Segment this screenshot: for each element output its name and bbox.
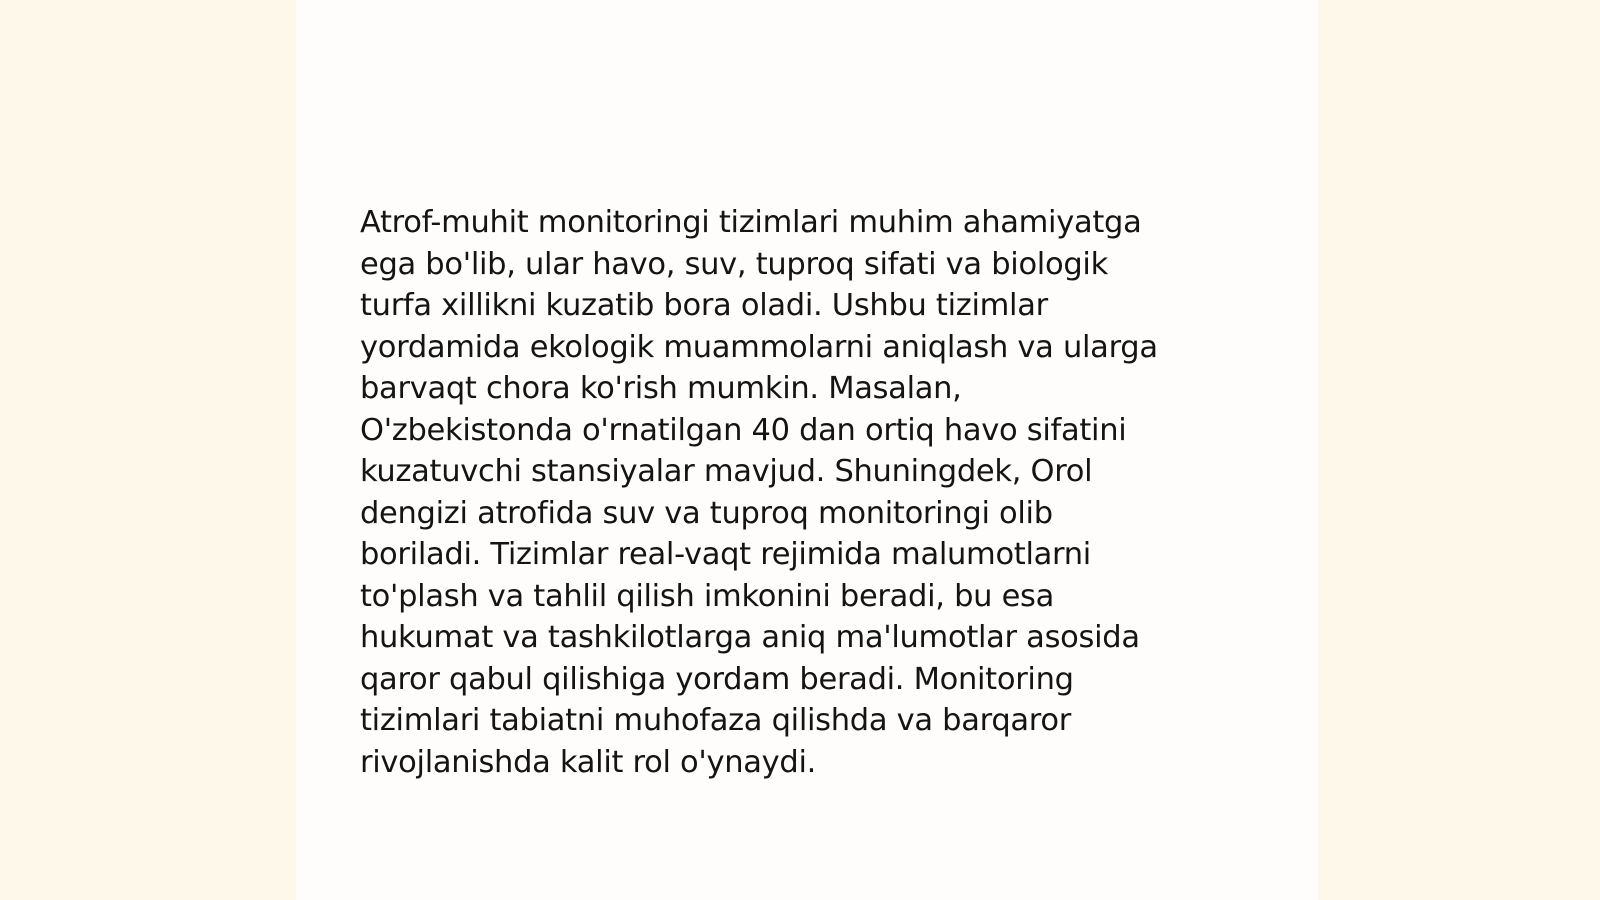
paragraph-line: ega bo'lib, ular havo, suv, tuproq sifati va biologik	[360, 246, 1108, 282]
paragraph-line: hukumat va tashkilotlarga aniq ma'lumotlar asosida	[360, 620, 1140, 655]
paragraph-line: to'plash va tahlil qilish imkonini beradi, bu esa	[360, 578, 1055, 614]
paragraph-line: boriladi. Tizimlar real-vaqt rejimida malumotlarni	[360, 537, 1091, 572]
paragraph-line: Atrof-muhit monitoringi tizimlari muhim ahamiyatga	[360, 205, 1142, 240]
paragraph-line: O'zbekistonda o'rnatilgan 40 dan ortiq havo sifatini	[360, 412, 1127, 448]
paragraph-line: rivojlanishda kalit rol o'ynaydi.	[360, 744, 817, 780]
document-page	[296, 0, 1318, 900]
paragraph-line: kuzatuvchi stansiyalar mavjud. Shuningdek, Orol	[360, 454, 1093, 489]
paragraph-line: turfa xillikni kuzatib bora oladi. Ushbu tizimlar	[360, 288, 1048, 323]
paragraph-line: tizimlari tabiatni muhofaza qilishda va barqaror	[360, 703, 1071, 738]
paragraph-line: barvaqt chora ko'rish mumkin. Masalan,	[360, 371, 962, 406]
body-paragraph	[360, 202, 1250, 783]
paragraph-line: yordamida ekologik muammolarni aniqlash va ularga	[360, 329, 1158, 365]
paragraph-line: qaror qabul qilishiga yordam beradi. Monitoring	[360, 661, 1074, 697]
paragraph-line: dengizi atrofida suv va tuproq monitoringi olib	[360, 495, 1053, 531]
